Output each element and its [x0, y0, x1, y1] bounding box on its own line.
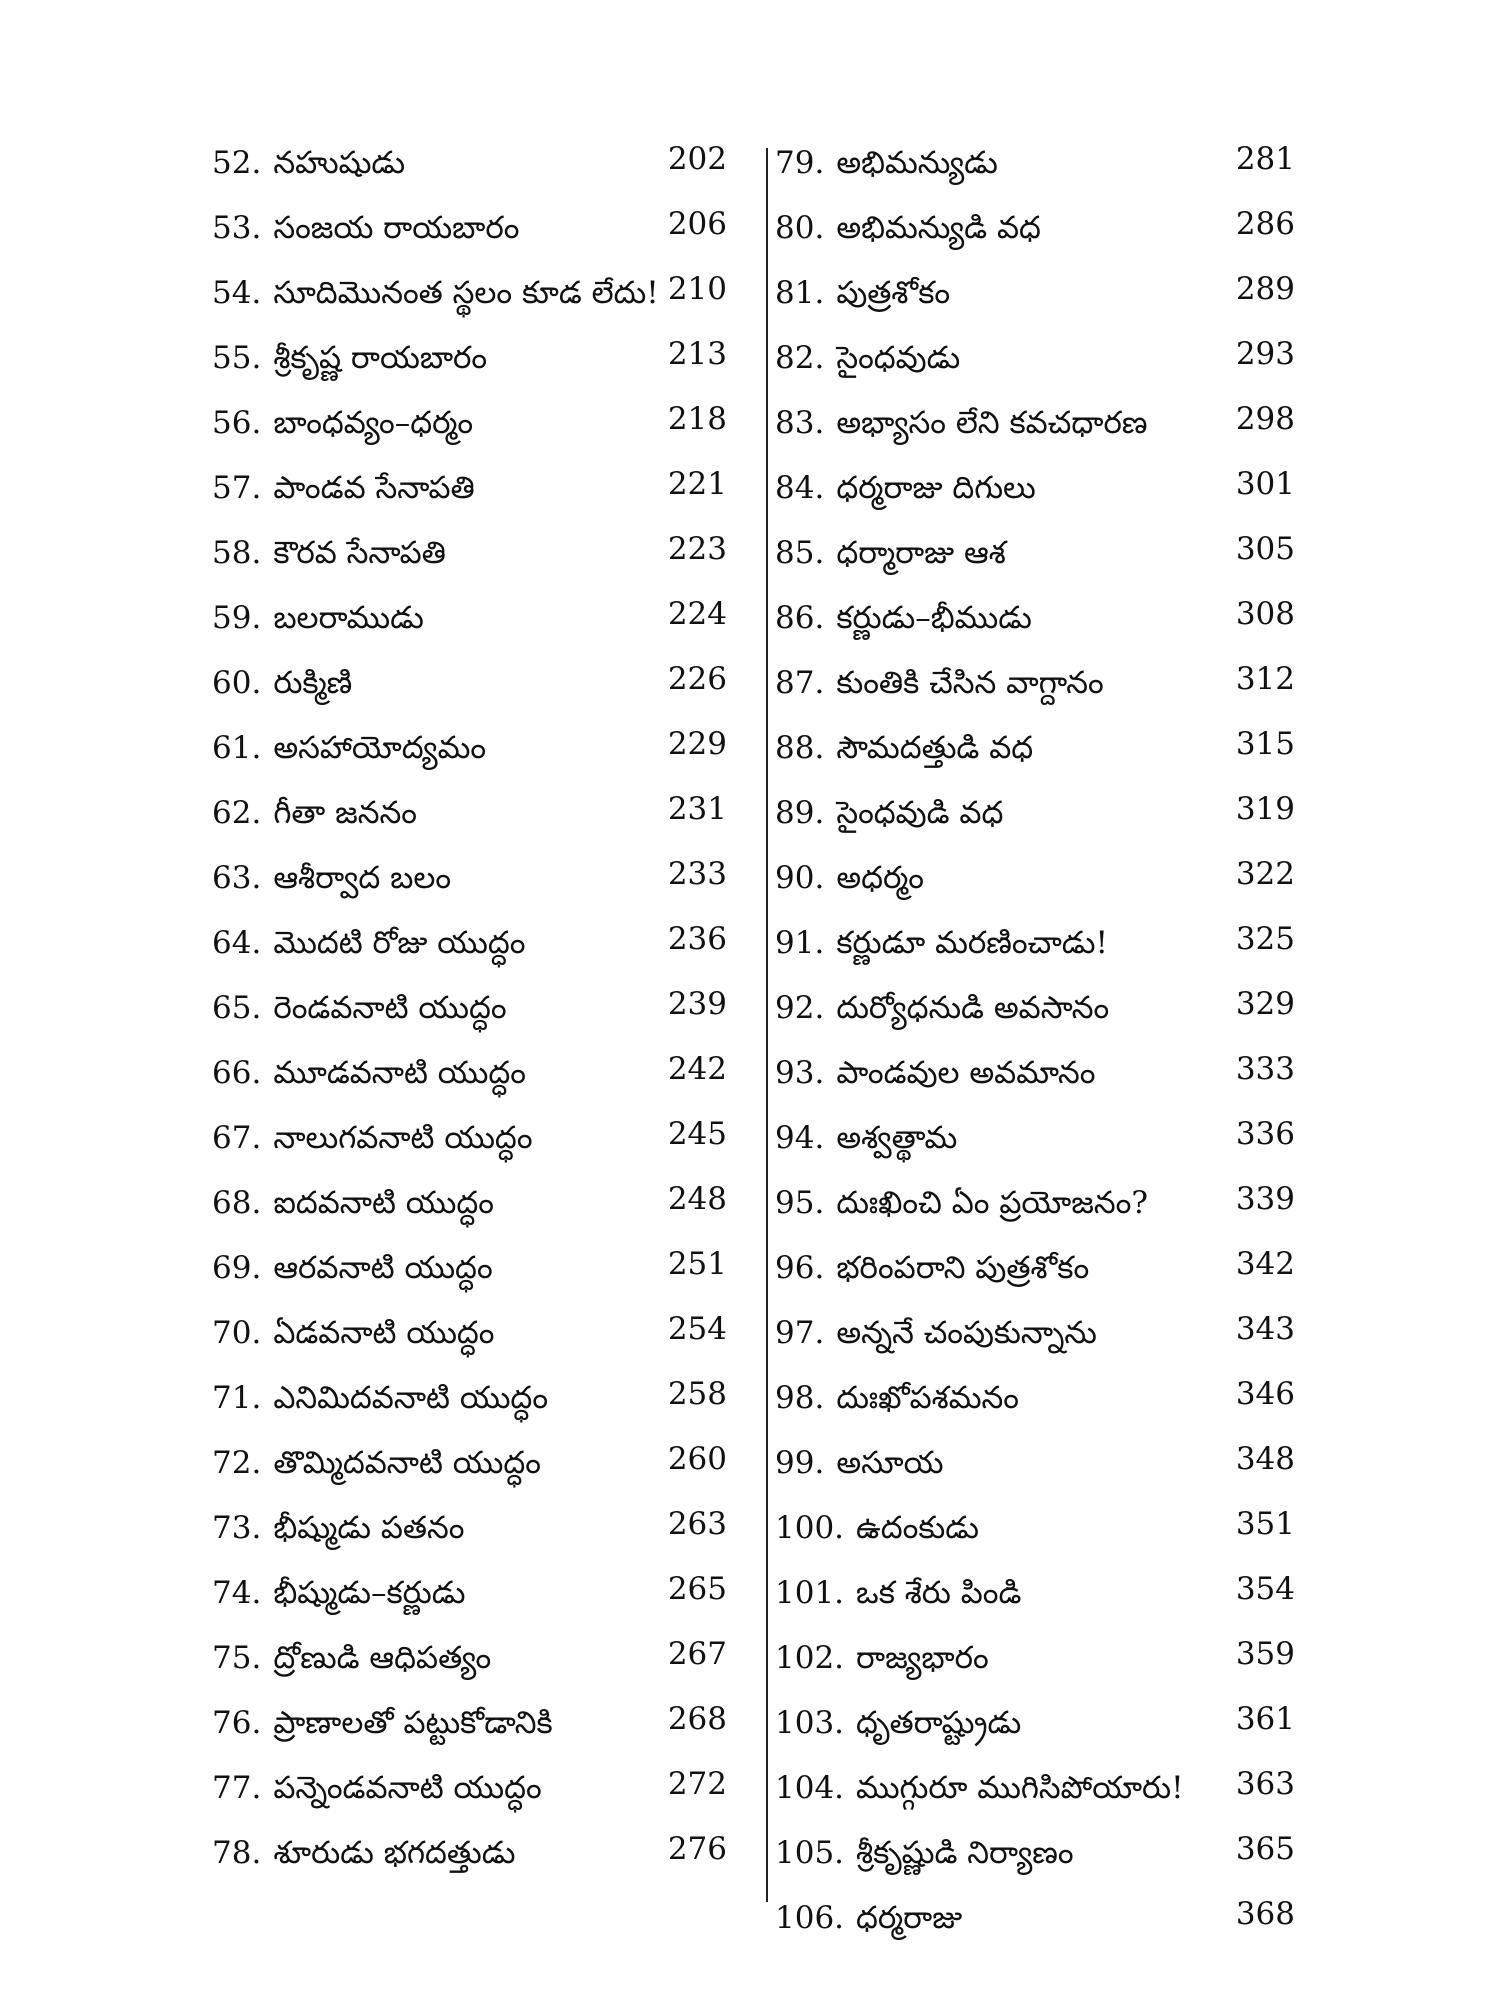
column-divider: [766, 148, 768, 1902]
toc-right-column: [775, 143, 1295, 1963]
page-number: 210: [667, 271, 727, 307]
chapter-title: ధర్మరాజు: [856, 1900, 963, 1936]
chapter-title: దుఃఖోపశమనం: [836, 1380, 1019, 1416]
page-number: 231: [667, 791, 727, 827]
chapter-title: ఒక శేరు పిండి: [856, 1575, 1022, 1611]
chapter-number: 101.: [775, 1575, 845, 1611]
chapter-title: ధర్మరాజు దిగులు: [836, 470, 1036, 506]
toc-entry: [775, 1053, 1295, 1118]
chapter-title: ధృతరాష్ట్రుడు: [856, 1705, 1022, 1741]
chapter-number: 103.: [775, 1705, 845, 1741]
chapter-title: భీష్ముడు–కర్ణుడు: [273, 1575, 466, 1611]
toc-entry: [212, 1118, 727, 1183]
chapter-number: 53.: [212, 210, 262, 246]
toc-entry: [212, 1378, 727, 1443]
chapter-number: 104.: [775, 1770, 845, 1806]
chapter-title: ఉదంకుడు: [856, 1510, 979, 1546]
page-number: 329: [1235, 986, 1295, 1022]
chapter-number: 57.: [212, 470, 262, 506]
chapter-title: పుత్రశోకం: [836, 275, 951, 311]
chapter-title: దుర్యోధనుడి అవసానం: [836, 990, 1110, 1026]
page-number: 281: [1235, 141, 1295, 177]
toc-entry: [212, 1703, 727, 1768]
page-number: 342: [1235, 1246, 1295, 1282]
page-number: 254: [667, 1311, 727, 1347]
page-number: 223: [667, 531, 727, 567]
chapter-number: 74.: [212, 1575, 262, 1611]
chapter-number: 102.: [775, 1640, 845, 1676]
page-number: 268: [667, 1701, 727, 1737]
toc-entry: [212, 1833, 727, 1898]
toc-entry: [212, 1638, 727, 1703]
chapter-title: ఏడవనాటి యుద్ధం: [273, 1315, 495, 1351]
toc-entry: [212, 923, 727, 988]
chapter-title: ద్రోణుడి ఆధిపత్యం: [273, 1640, 492, 1676]
chapter-number: 90.: [775, 860, 825, 896]
chapter-number: 78.: [212, 1835, 262, 1871]
toc-entry: [775, 923, 1295, 988]
page-number: 354: [1235, 1571, 1295, 1607]
chapter-title: నహుషుడు: [273, 145, 406, 181]
toc-entry: [212, 793, 727, 858]
toc-entry: [212, 663, 727, 728]
toc-entry: [212, 1443, 727, 1508]
chapter-title: అభ్యాసం లేని కవచధారణ: [836, 405, 1148, 441]
chapter-number: 98.: [775, 1380, 825, 1416]
chapter-title: అభిమన్యుడి వధ: [836, 210, 1041, 246]
page-number: 301: [1235, 466, 1295, 502]
toc-entry: [775, 1378, 1295, 1443]
chapter-number: 52.: [212, 145, 262, 181]
page-number: 258: [667, 1376, 727, 1412]
page-number: 365: [1235, 1831, 1295, 1867]
chapter-number: 56.: [212, 405, 262, 441]
chapter-number: 91.: [775, 925, 825, 961]
chapter-title: అభిమన్యుడు: [836, 145, 998, 181]
chapter-number: 92.: [775, 990, 825, 1026]
chapter-number: 55.: [212, 340, 262, 376]
chapter-title: తొమ్మిదవనాటి యుద్ధం: [273, 1445, 541, 1481]
toc-entry: [212, 1573, 727, 1638]
chapter-number: 66.: [212, 1055, 262, 1091]
chapter-title: దుఃఖించి ఏం ప్రయోజనం?: [836, 1185, 1148, 1221]
toc-entry: [775, 728, 1295, 793]
toc-entry: [212, 208, 727, 273]
toc-entry: [775, 143, 1295, 208]
chapter-number: 86.: [775, 600, 825, 636]
chapter-title: పాండవుల అవమానం: [836, 1055, 1096, 1091]
chapter-number: 88.: [775, 730, 825, 766]
chapter-title: ఆశీర్వాద బలం: [273, 860, 452, 896]
page-number: 325: [1235, 921, 1295, 957]
page-number: 242: [667, 1051, 727, 1087]
page-number: 206: [667, 206, 727, 242]
chapter-number: 93.: [775, 1055, 825, 1091]
chapter-title: సైంధవుడు: [836, 340, 961, 376]
chapter-number: 83.: [775, 405, 825, 441]
page-number: 263: [667, 1506, 727, 1542]
toc-entry: [775, 1313, 1295, 1378]
chapter-title: కౌరవ సేనాపతి: [273, 535, 446, 571]
page-number: 276: [667, 1831, 727, 1867]
chapter-number: 64.: [212, 925, 262, 961]
page-number: 343: [1235, 1311, 1295, 1347]
toc-entry: [775, 1638, 1295, 1703]
chapter-number: 94.: [775, 1120, 825, 1156]
toc-entry: [212, 598, 727, 663]
toc-entry: [212, 1768, 727, 1833]
toc-entry: [775, 598, 1295, 663]
toc-entry: [775, 403, 1295, 468]
page-number: 236: [667, 921, 727, 957]
page-number: 359: [1235, 1636, 1295, 1672]
toc-entry: [212, 468, 727, 533]
chapter-title: రెండవనాటి యుద్ధం: [273, 990, 507, 1026]
toc-entry: [775, 1443, 1295, 1508]
toc-entry: [775, 338, 1295, 403]
toc-entry: [775, 1768, 1295, 1833]
toc-entry: [775, 1833, 1295, 1898]
page-number: 248: [667, 1181, 727, 1217]
chapter-number: 99.: [775, 1445, 825, 1481]
page-number: 218: [667, 401, 727, 437]
chapter-title: భీష్ముడు పతనం: [273, 1510, 465, 1546]
page-number: 286: [1235, 206, 1295, 242]
page-number: 312: [1235, 661, 1295, 697]
chapter-number: 68.: [212, 1185, 262, 1221]
chapter-number: 60.: [212, 665, 262, 701]
chapter-number: 81.: [775, 275, 825, 311]
page-number: 351: [1235, 1506, 1295, 1542]
page-number: 298: [1235, 401, 1295, 437]
chapter-number: 72.: [212, 1445, 262, 1481]
toc-entry: [212, 1313, 727, 1378]
toc-entry: [775, 1183, 1295, 1248]
chapter-number: 59.: [212, 600, 262, 636]
toc-entry: [775, 663, 1295, 728]
chapter-number: 63.: [212, 860, 262, 896]
chapter-title: పన్నెండవనాటి యుద్ధం: [273, 1770, 542, 1806]
page-number: 319: [1235, 791, 1295, 827]
chapter-number: 69.: [212, 1250, 262, 1286]
toc-entry: [775, 1118, 1295, 1183]
chapter-title: రాజ్యభారం: [856, 1640, 989, 1676]
chapter-title: శ్రీకృష్ణ రాయబారం: [273, 340, 488, 376]
page-number: 213: [667, 336, 727, 372]
chapter-number: 61.: [212, 730, 262, 766]
page-number: 315: [1235, 726, 1295, 762]
chapter-number: 95.: [775, 1185, 825, 1221]
chapter-number: 105.: [775, 1835, 845, 1871]
page-number: 245: [667, 1116, 727, 1152]
chapter-number: 73.: [212, 1510, 262, 1546]
page-number: 322: [1235, 856, 1295, 892]
toc-entry: [775, 1573, 1295, 1638]
chapter-number: 54.: [212, 275, 262, 311]
toc-entry: [775, 468, 1295, 533]
page-number: 265: [667, 1571, 727, 1607]
chapter-number: 106.: [775, 1900, 845, 1936]
toc-entry: [212, 338, 727, 403]
chapter-title: నాలుగవనాటి యుద్ధం: [273, 1120, 533, 1156]
chapter-number: 89.: [775, 795, 825, 831]
chapter-number: 67.: [212, 1120, 262, 1156]
toc-entry: [775, 1508, 1295, 1573]
page-number: 293: [1235, 336, 1295, 372]
chapter-number: 100.: [775, 1510, 845, 1546]
toc-entry: [212, 858, 727, 923]
chapter-title: అసహాయోద్యమం: [273, 730, 487, 766]
toc-entry: [775, 273, 1295, 338]
chapter-title: మూడవనాటి యుద్ధం: [273, 1055, 526, 1091]
chapter-title: అశ్వత్థామ: [836, 1120, 958, 1156]
chapter-title: ఐదవనాటి యుద్ధం: [273, 1185, 494, 1221]
page-number: 229: [667, 726, 727, 762]
toc-entry: [212, 403, 727, 468]
toc-entry: [775, 858, 1295, 923]
chapter-number: 82.: [775, 340, 825, 376]
page-number: 202: [667, 141, 727, 177]
chapter-title: బాంధవ్యం–ధర్మం: [273, 405, 474, 441]
page-number: 348: [1235, 1441, 1295, 1477]
chapter-title: ముగ్గురూ ముగిసిపోయారు!: [856, 1770, 1184, 1806]
toc-entry: [775, 533, 1295, 598]
chapter-title: ఎనిమిదవనాటి యుద్ధం: [273, 1380, 549, 1416]
chapter-title: సైంధవుడి వధ: [836, 795, 1004, 831]
page-number: 267: [667, 1636, 727, 1672]
chapter-title: ధర్మారాజు ఆశ: [836, 535, 1006, 571]
page-number: 221: [667, 466, 727, 502]
chapter-title: సూదిమొనంత స్థలం కూడ లేదు!: [273, 275, 659, 311]
chapter-number: 85.: [775, 535, 825, 571]
chapter-title: రుక్మిణి: [273, 665, 353, 701]
chapter-title: అన్ననే చంపుకున్నాను: [836, 1315, 1097, 1351]
toc-entry: [775, 1703, 1295, 1768]
chapter-number: 75.: [212, 1640, 262, 1676]
chapter-number: 71.: [212, 1380, 262, 1416]
chapter-title: బలరాముడు: [273, 600, 424, 636]
toc-entry: [212, 1183, 727, 1248]
page-number: 308: [1235, 596, 1295, 632]
toc-entry: [212, 988, 727, 1053]
chapter-title: శ్రీకృష్ణుడి నిర్యాణం: [856, 1835, 1074, 1871]
chapter-title: పాండవ సేనాపతి: [273, 470, 475, 506]
chapter-title: అధర్మం: [836, 860, 924, 896]
toc-entry: [775, 1898, 1295, 1963]
page-number: 224: [667, 596, 727, 632]
page-number: 272: [667, 1766, 727, 1802]
chapter-title: సౌమదత్తుడి వధ: [836, 730, 1034, 766]
chapter-title: కుంతికి చేసిన వాగ్దానం: [836, 665, 1104, 701]
chapter-number: 70.: [212, 1315, 262, 1351]
page-number: 368: [1235, 1896, 1295, 1932]
chapter-number: 79.: [775, 145, 825, 181]
page-number: 251: [667, 1246, 727, 1282]
chapter-number: 58.: [212, 535, 262, 571]
page-number: 239: [667, 986, 727, 1022]
page-number: 333: [1235, 1051, 1295, 1087]
toc-entry: [212, 1053, 727, 1118]
chapter-number: 97.: [775, 1315, 825, 1351]
chapter-number: 65.: [212, 990, 262, 1026]
chapter-number: 76.: [212, 1705, 262, 1741]
toc-entry: [775, 988, 1295, 1053]
chapter-number: 84.: [775, 470, 825, 506]
chapter-title: గీతా జననం: [273, 795, 418, 831]
toc-entry: [212, 1248, 727, 1313]
page-number: 363: [1235, 1766, 1295, 1802]
page-number: 233: [667, 856, 727, 892]
toc-entry: [775, 208, 1295, 273]
toc-entry: [212, 728, 727, 793]
page-number: 346: [1235, 1376, 1295, 1412]
chapter-title: సంజయ రాయబారం: [273, 210, 520, 246]
chapter-number: 77.: [212, 1770, 262, 1806]
chapter-title: అసూయ: [836, 1445, 944, 1481]
toc-entry: [212, 533, 727, 598]
chapter-title: ప్రాణాలతో పట్టుకోడానికి: [273, 1705, 553, 1741]
page-number: 339: [1235, 1181, 1295, 1217]
chapter-title: శూరుడు భగదత్తుడు: [273, 1835, 516, 1871]
toc-left-column: [212, 143, 727, 1898]
chapter-title: కర్ణుడు–భీముడు: [836, 600, 1032, 636]
toc-entry: [212, 143, 727, 208]
chapter-number: 96.: [775, 1250, 825, 1286]
toc-entry: [212, 273, 727, 338]
chapter-title: భరింపరాని పుత్రశోకం: [836, 1250, 1090, 1286]
toc-entry: [775, 793, 1295, 858]
chapter-number: 80.: [775, 210, 825, 246]
chapter-number: 87.: [775, 665, 825, 701]
chapter-title: ఆరవనాటి యుద్ధం: [273, 1250, 493, 1286]
page-number: 305: [1235, 531, 1295, 567]
page-number: 226: [667, 661, 727, 697]
chapter-title: మొదటి రోజు యుద్ధం: [273, 925, 526, 961]
chapter-title: కర్ణుడూ మరణించాడు!: [836, 925, 1108, 961]
toc-entry: [212, 1508, 727, 1573]
page-number: 260: [667, 1441, 727, 1477]
chapter-number: 62.: [212, 795, 262, 831]
page-number: 361: [1235, 1701, 1295, 1737]
page-number: 289: [1235, 271, 1295, 307]
page-number: 336: [1235, 1116, 1295, 1152]
toc-entry: [775, 1248, 1295, 1313]
